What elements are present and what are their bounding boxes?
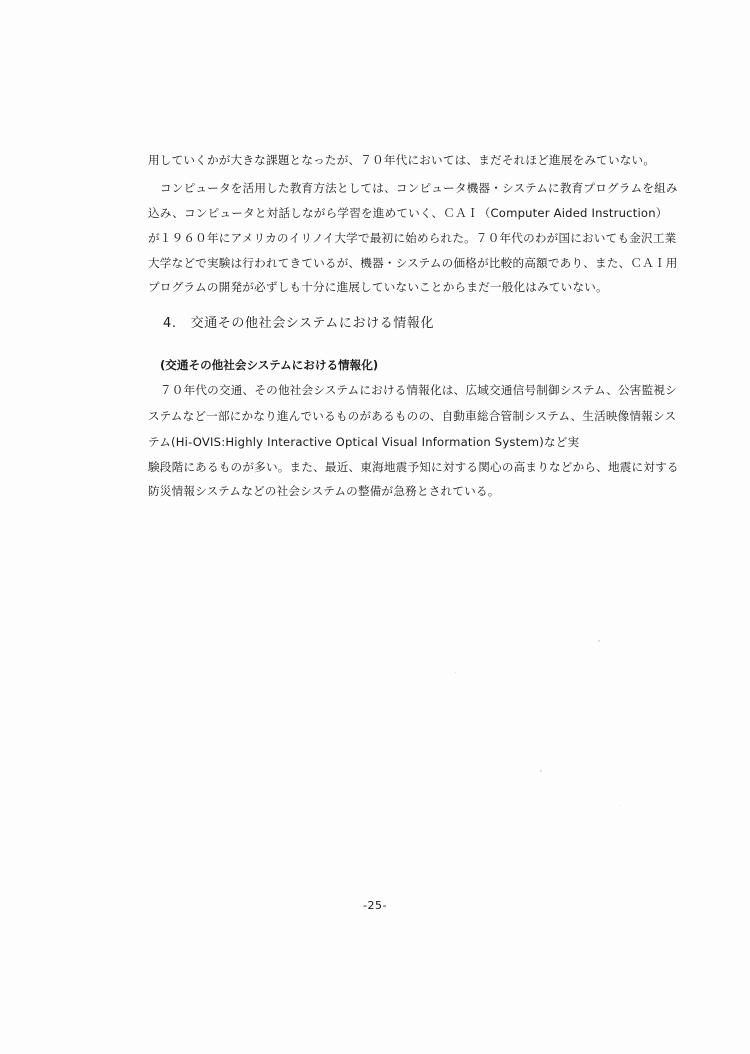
section-number: 4. (163, 316, 177, 331)
text-line: コンピュータを活用した教育方法としては、コンピュータ機器・システムに教育プログラムを組み (160, 181, 678, 195)
text-line: 験段階にあるものが多い。また、最近、東海地震予知に対する関心の高まりなどから、地震に対する (148, 460, 679, 474)
page-number: -25- (363, 899, 387, 912)
scan-speck (598, 640, 600, 642)
subsection-title: (交通その他社会システムにおける情報化) (160, 358, 379, 372)
section-title: 交通その他社会システムにおける情報化 (190, 316, 435, 331)
text-line: ステムなど一部にかなり進んでいるものがあるものの、自動車総合管制システム、生活映像情報シス (148, 409, 677, 423)
scan-speck (620, 805, 621, 806)
text-line: 用していくかが大きな課題となったが、７０年代においては、まだそれほど進展をみていない。 (148, 153, 656, 167)
text-line: ７０年代の交通、その他社会システムにおける情報化は、広域交通信号制御システム、公害監視シ (160, 383, 677, 397)
scan-speck (540, 770, 542, 772)
text-line: 大学などで実験は行われてきているが、機器・システムの価格が比較的高額であり、また、ＣＡＩ用 (148, 256, 678, 270)
text-line: 防災情報システムなどの社会システムの整備が急務とされている。 (148, 484, 500, 498)
scan-speck (455, 672, 456, 673)
text-line: 込み、コンピュータと対話しながら学習を進めていく、ＣＡＩ（Computer Aided Instruction） (148, 206, 668, 220)
text-line: テム(Hi-OVIS:Highly Interactive Optical Visual Information System)など実 (148, 435, 580, 449)
section-heading (163, 315, 434, 333)
text-line: プログラムの開発が必ずしも十分に進展していないことからまだ一般化はみていない。 (148, 280, 608, 294)
text-line: が１９６０年にアメリカのイリノイ大学で最初に始められた。７０年代のわが国においても金沢工業 (148, 231, 677, 245)
